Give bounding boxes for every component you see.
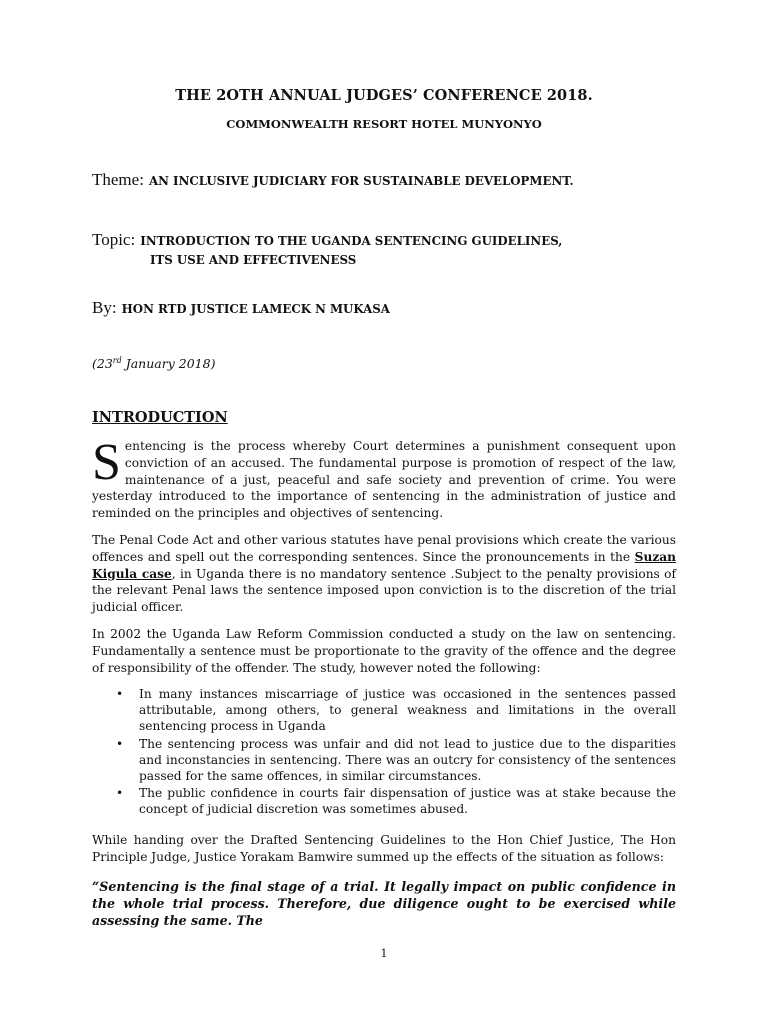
paragraph-1 [92, 434, 676, 522]
theme-value: AN INCLUSIVE JUDICIARY FOR SUSTAINABLE DEVELOPMENT. [149, 174, 574, 188]
list-item-text: The public confidence in courts fair dispensation of justice was at stake because the concept of judicial discretion was sometimes abused. [139, 786, 676, 817]
findings-list [92, 686, 676, 819]
paragraph-2 [92, 532, 676, 616]
topic-label: Topic: [92, 230, 136, 249]
by-label: By: [92, 298, 117, 317]
venue: COMMONWEALTH RESORT HOTEL MUNYONYO [226, 117, 542, 131]
paragraph-2-after: , in Uganda there is no mandatory sentence .Subject to the penalty provisions of the relevant Penal laws the sentence imposed upon conviction is to the discretion of the trial judicial officer. [92, 566, 676, 615]
date-suffix: rd [112, 356, 122, 365]
paragraph-1-text: entencing is the process whereby Court determines a punishment consequent upon conviction of an accused. The fundamental purpose is promotion of respect of the law, maintenance of a just, peaceful and safe society and prevention of crime. You were yesterday introduced to the importance of sentencing in the administration of justice and reminded on the principles and objectives of sentencing. [92, 439, 676, 521]
paragraph-3: In 2002 the Uganda Law Reform Commission conducted a study on the law on sentencing. Fundamentally a sentence must be proportionate to the gravity of the offence and the degree of responsibility of the offender. The study, however noted the following: [92, 627, 676, 675]
date-rest: January 2018 [121, 356, 211, 372]
drop-cap: S [92, 434, 121, 491]
paragraph-2-before: The Penal Code Act and other various statutes have penal provisions which create the various offences and spell out the corresponding sentences. Since the pronouncements in the [92, 533, 676, 564]
list-item-text: In many instances miscarriage of justice was occasioned in the sentences passed attributable, among others, to general weakness and limitations in the overall sentencing process in Uganda [139, 687, 676, 734]
topic-value-line1: INTRODUCTION TO THE UGANDA SENTENCING GUIDELINES, [140, 234, 563, 248]
page-number: 1 [380, 947, 388, 960]
theme-label: Theme: [92, 170, 144, 189]
bullet-icon: • [116, 736, 124, 751]
bullet-icon: • [116, 786, 124, 801]
date-day: 23 [96, 356, 113, 372]
list-item [92, 686, 676, 735]
block-quote: “Sentencing is the final stage of a trial. It legally impact on public confidence in the whole trial process. Therefore, due diligence ought to be exercised while assessing the same. The [92, 879, 676, 928]
case-name: Suzan Kigula case [92, 549, 676, 581]
bullet-icon: • [116, 687, 124, 701]
author-line [92, 298, 390, 318]
paragraph-4: While handing over the Drafted Sentencing Guidelines to the Hon Chief Justice, The Hon Principle Judge, Justice Yorakam Bamwire summed up the effects of the situation as follows: [92, 833, 676, 864]
theme-line [92, 170, 574, 190]
date-open-paren: ( [92, 356, 97, 372]
date-line [92, 356, 215, 371]
list-item [92, 785, 676, 817]
list-item [92, 736, 676, 785]
introduction-heading: INTRODUCTION [92, 409, 228, 426]
date-close-paren: ) [210, 356, 216, 372]
list-item-text: The sentencing process was unfair and did not lead to justice due to the disparities and inconstancies in sentencing. There was an outcry for consistency of the sentences passed for the same offences, in similar circumstances. [139, 736, 676, 784]
topic-line [92, 230, 562, 250]
topic-value-line2: ITS USE AND EFFECTIVENESS [150, 253, 357, 267]
conference-title: THE 2OTH ANNUAL JUDGES’ CONFERENCE 2018. [175, 87, 593, 104]
author-name: HON RTD JUSTICE LAMECK N MUKASA [121, 302, 390, 316]
